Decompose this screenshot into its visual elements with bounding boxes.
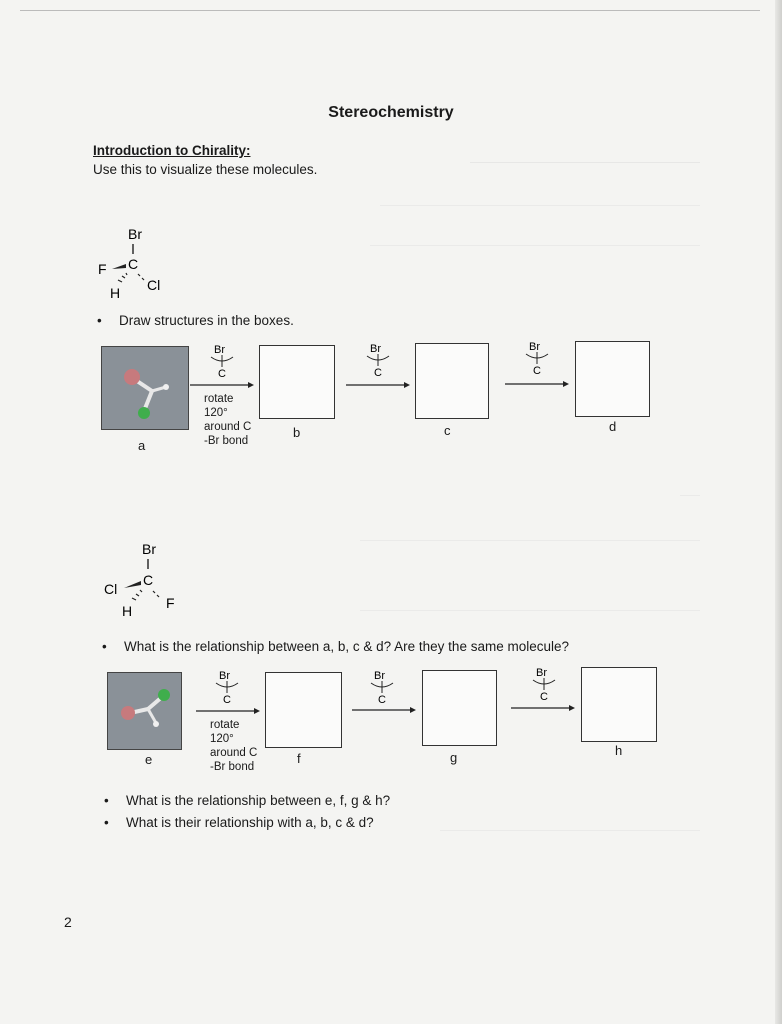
arrow-1 [190, 380, 254, 390]
mol2-hash-bond [132, 590, 142, 600]
bullet-draw: • Draw structures in the boxes. [97, 313, 294, 328]
molecule-model-photo-a [101, 346, 189, 430]
rotation-symbol-3 [521, 338, 557, 376]
mol1-wedge-bond [112, 264, 126, 269]
drawing-box-c[interactable] [415, 343, 489, 419]
svg-text:Br: Br [219, 670, 230, 682]
mol2-left-atom: Cl [104, 581, 118, 597]
svg-text:C: C [540, 691, 548, 702]
mol1-right-atom: Cl [147, 277, 161, 293]
ball-stick-model-icon [102, 347, 187, 428]
svg-text:C: C [378, 694, 386, 705]
svg-text:Br: Br [536, 667, 547, 679]
arrow-2 [346, 380, 410, 390]
svg-text:C: C [374, 367, 382, 378]
mol1-dash-bond [138, 274, 144, 280]
rotation-symbol-5 [366, 667, 402, 705]
label-a: a [138, 438, 146, 453]
mol2-bottom-atom: H [122, 603, 133, 619]
mol2-wedge-bond [124, 581, 141, 588]
section-heading: Introduction to Chirality: [93, 143, 251, 158]
arrow-5 [352, 705, 416, 715]
label-b: b [293, 425, 301, 440]
arrow-3 [505, 379, 569, 389]
mol2-center-atom: C [143, 572, 154, 588]
rotate-instruction-2: rotate 120° around C -Br bond [210, 719, 258, 773]
mol1-center-atom: C [128, 256, 139, 272]
mol2-dash-bond [153, 591, 159, 597]
label-h: h [615, 743, 623, 758]
mol1-left-atom: F [98, 261, 107, 277]
drawing-box-h[interactable] [581, 667, 657, 742]
arrow-4 [196, 706, 260, 716]
mol2-right-atom: F [166, 595, 175, 611]
drawing-box-g[interactable] [422, 670, 497, 746]
molecule-1-structure [92, 222, 182, 304]
svg-text:Br: Br [529, 341, 540, 353]
page-edge-shadow [775, 0, 782, 1024]
mol1-top-atom: Br [128, 226, 142, 242]
label-g: g [450, 750, 458, 765]
svg-text:Br: Br [374, 670, 385, 682]
label-d: d [609, 419, 617, 434]
drawing-box-f[interactable] [265, 672, 342, 748]
page-title: Stereochemistry [328, 104, 454, 121]
bullet-question-2: • What is the relationship between e, f, g & h? [104, 793, 390, 808]
svg-text:C: C [533, 365, 541, 376]
drawing-box-b[interactable] [259, 345, 335, 419]
rotation-symbol-6 [528, 664, 564, 702]
svg-text:Br: Br [214, 344, 225, 356]
drawing-box-d[interactable] [575, 341, 650, 417]
svg-text:Br: Br [370, 343, 381, 355]
arrow-6 [511, 703, 575, 713]
rotation-symbol-2 [362, 340, 398, 378]
mol2-top-atom: Br [142, 541, 156, 557]
ball-stick-model-icon-2 [108, 673, 180, 748]
bullet-question-1: • What is the relationship between a, b, c & d? Are they the same molecule? [102, 639, 569, 654]
page-edge-line [20, 10, 760, 11]
rotation-symbol-4 [209, 667, 245, 705]
svg-text:C: C [218, 368, 226, 379]
label-f: f [297, 751, 301, 766]
mol1-bottom-atom: H [110, 285, 121, 301]
molecule-2-structure [100, 538, 190, 622]
page-number: 2 [64, 914, 72, 930]
molecule-model-photo-e [107, 672, 182, 750]
bullet-question-3: • What is their relationship with a, b, c & d? [104, 815, 374, 830]
instruction-text: Use this to visualize these molecules. [93, 162, 318, 177]
rotate-instruction-1: rotate 120° around C -Br bond [204, 393, 252, 447]
svg-text:C: C [223, 694, 231, 705]
mol1-hash-bond [118, 273, 127, 282]
label-c: c [444, 423, 451, 438]
label-e: e [145, 752, 153, 767]
rotation-symbol-1 [204, 341, 240, 379]
